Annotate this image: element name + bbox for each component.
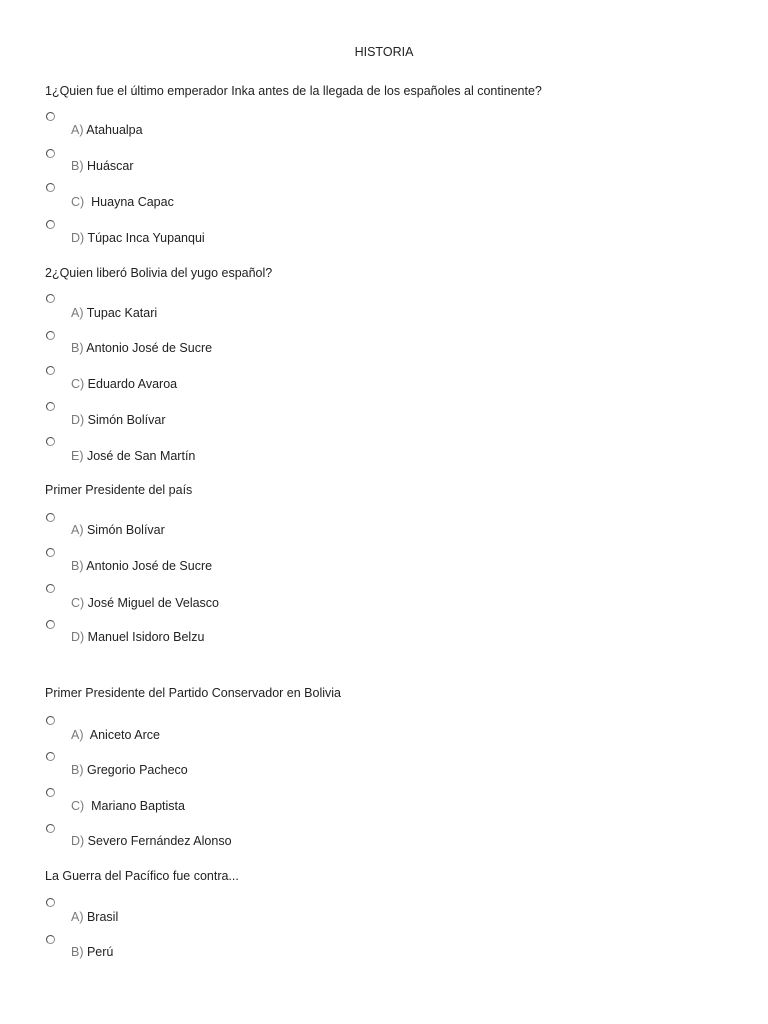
question-2-option-d[interactable]: D) Simón Bolívar xyxy=(71,413,166,427)
question-2-option-a[interactable]: A) Tupac Katari xyxy=(71,306,158,320)
question-2-option-c-radio[interactable] xyxy=(46,366,55,375)
question-4-option-a[interactable]: A) Aniceto Arce xyxy=(71,728,160,742)
question-2-option-b-radio[interactable] xyxy=(46,331,55,340)
question-1-option-b-radio[interactable] xyxy=(46,149,55,158)
question-2-text: 2¿Quien liberó Bolivia del yugo español? xyxy=(45,266,273,280)
question-5-option-b-radio[interactable] xyxy=(46,935,55,944)
question-5-text: La Guerra del Pacífico fue contra... xyxy=(45,869,239,883)
question-3-option-d[interactable]: D) Manuel Isidoro Belzu xyxy=(71,630,205,644)
question-4-option-b-radio[interactable] xyxy=(46,752,55,761)
question-3-option-c[interactable]: C) José Miguel de Velasco xyxy=(71,596,220,610)
question-1-option-b[interactable]: B) Huáscar xyxy=(71,159,134,173)
question-5-option-b[interactable]: B) Perú xyxy=(71,945,114,959)
question-2-option-c[interactable]: C) Eduardo Avaroa xyxy=(71,377,178,391)
question-1-option-c[interactable]: C) Huayna Capac xyxy=(71,195,174,209)
question-2-option-b[interactable]: B) Antonio José de Sucre xyxy=(71,341,213,355)
question-3-option-b[interactable]: B) Antonio José de Sucre xyxy=(71,559,213,573)
question-4-text: Primer Presidente del Partido Conservador en Bolivia xyxy=(45,686,341,700)
question-5-option-a-radio[interactable] xyxy=(46,898,55,907)
question-1-option-d-radio[interactable] xyxy=(46,220,55,229)
question-5-option-a[interactable]: A) Brasil xyxy=(71,910,119,924)
question-1-option-a[interactable]: A) Atahualpa xyxy=(71,123,143,137)
question-3-option-d-radio[interactable] xyxy=(46,620,55,629)
question-2-option-a-radio[interactable] xyxy=(46,294,55,303)
page-title: HISTORIA xyxy=(354,45,414,59)
question-1-option-c-radio[interactable] xyxy=(46,183,55,192)
question-1-option-d[interactable]: D) Túpac Inca Yupanqui xyxy=(71,231,205,245)
question-2-option-e[interactable]: E) José de San Martín xyxy=(71,449,196,463)
question-4-option-b[interactable]: B) Gregorio Pacheco xyxy=(71,763,188,777)
question-2-option-d-radio[interactable] xyxy=(46,402,55,411)
question-3-option-a-radio[interactable] xyxy=(46,513,55,522)
question-3-option-a[interactable]: A) Simón Bolívar xyxy=(71,523,165,537)
question-4-option-d[interactable]: D) Severo Fernández Alonso xyxy=(71,834,232,848)
question-4-option-d-radio[interactable] xyxy=(46,824,55,833)
question-3-text: Primer Presidente del país xyxy=(45,483,193,497)
question-4-option-c-radio[interactable] xyxy=(46,788,55,797)
question-1-text: 1¿Quien fue el último emperador Inka antes de la llegada de los españoles al continente? xyxy=(45,84,542,98)
question-1-option-a-radio[interactable] xyxy=(46,112,55,121)
question-2-option-e-radio[interactable] xyxy=(46,437,55,446)
question-3-option-b-radio[interactable] xyxy=(46,548,55,557)
question-4-option-c[interactable]: C) Mariano Baptista xyxy=(71,799,185,813)
question-3-option-c-radio[interactable] xyxy=(46,584,55,593)
question-4-option-a-radio[interactable] xyxy=(46,716,55,725)
